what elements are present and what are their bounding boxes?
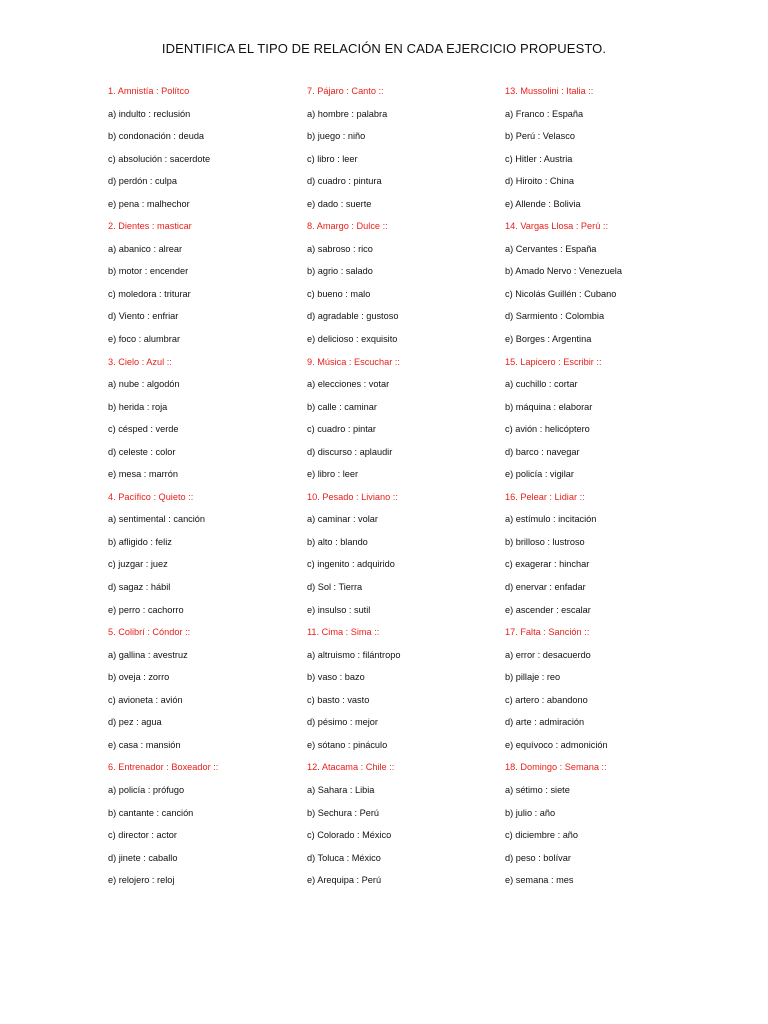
exercise-option: b) cantante : canción (108, 807, 194, 818)
exercise-option: a) sétimo : siete (505, 784, 570, 795)
exercise-header: 7. Pájaro : Canto :: (307, 86, 384, 96)
page-title: IDENTIFICA EL TIPO DE RELACIÓN EN CADA EJERCICIO PROPUESTO. (161, 41, 607, 56)
exercise-block (505, 761, 705, 896)
exercise-option: d) pez : agua (108, 717, 162, 728)
exercise-option: d) sagaz : hábil (108, 582, 171, 593)
exercise-header: 5. Colibrí : Cóndor :: (108, 627, 191, 638)
exercise-block (108, 491, 298, 626)
exercise-option: e) dado : suerte (307, 198, 372, 209)
exercise-header: 4. Pacífico : Quieto :: (108, 491, 194, 502)
exercise-option: d) Hiroito : China (505, 176, 574, 187)
exercise-block (505, 356, 705, 491)
exercise-header: 17. Falta : Sanción :: (505, 627, 590, 638)
exercise-option: b) Sechura : Perú (307, 807, 380, 818)
exercise-option: c) Nicolás Guillén : Cubano (505, 288, 617, 299)
exercise-option: d) arte : admiración (505, 717, 585, 728)
exercise-option: c) basto : vasto (307, 694, 370, 705)
exercise-option: a) estímulo : incitación (505, 514, 597, 525)
exercise-option: d) agradable : gustoso (307, 311, 399, 322)
exercise-column-3 (505, 85, 705, 897)
exercise-option: c) Hitler : Austria (505, 153, 573, 164)
exercise-option: e) casa : mansión (108, 739, 181, 750)
exercise-option: e) sótano : pináculo (307, 739, 388, 750)
exercise-option: e) insulso : sutil (307, 604, 371, 615)
exercise-option: d) celeste : color (108, 446, 176, 457)
exercise-option: b) Perú : Velasco (505, 131, 575, 142)
exercise-option: c) cuadro : pintar (307, 424, 376, 435)
exercise-option: e) mesa : marrón (108, 469, 178, 480)
exercise-option: d) Sarmiento : Colombia (505, 311, 605, 322)
exercise-header: 3. Cielo : Azul :: (108, 356, 172, 367)
exercise-header: 9. Música : Escuchar :: (307, 356, 400, 367)
exercise-option: c) Colorado : México (307, 830, 392, 841)
exercise-block (307, 85, 497, 220)
exercise-option: e) equívoco : admonición (505, 739, 608, 750)
exercise-option: a) cuchillo : cortar (505, 379, 578, 390)
exercise-block (108, 85, 298, 220)
exercise-header: 6. Entrenador : Boxeador :: (108, 762, 219, 773)
exercise-header: 18. Domingo : Semana :: (505, 762, 607, 773)
exercise-option: a) abanico : alrear (108, 243, 183, 254)
exercise-option: a) policía : prófugo (108, 784, 185, 795)
exercise-option: b) motor : encender (108, 266, 189, 277)
exercise-block (108, 761, 298, 896)
exercise-column-1 (108, 85, 298, 897)
exercise-header: 13. Mussolini : Italia :: (505, 86, 594, 96)
exercise-option: e) Allende : Bolivia (505, 198, 581, 209)
exercise-option: d) discurso : aplaudir (307, 446, 393, 457)
exercise-option: d) jinete : caballo (108, 852, 178, 863)
exercise-option: e) semana : mes (505, 875, 574, 886)
exercise-option: e) relojero : reloj (108, 875, 175, 886)
exercise-option: d) Sol : Tierra (307, 582, 363, 593)
exercise-option: a) sabroso : rico (307, 243, 373, 254)
exercise-option: b) pillaje : reo (505, 672, 561, 683)
exercise-option: b) alto : blando (307, 536, 368, 547)
exercise-option: a) caminar : volar (307, 514, 378, 525)
exercise-option: d) enervar : enfadar (505, 582, 586, 593)
exercise-header: 2. Dientes : masticar (108, 221, 192, 232)
exercise-option: a) sentimental : canción (108, 514, 206, 525)
exercise-option: e) perro : cachorro (108, 604, 184, 615)
exercise-option: c) ingenito : adquirido (307, 559, 395, 570)
exercise-option: d) pésimo : mejor (307, 717, 378, 728)
exercise-header: 11. Cima : Sima :: (307, 627, 380, 638)
exercise-option: e) delicioso : exquisito (307, 334, 398, 345)
exercise-option: a) nube : algodón (108, 379, 180, 390)
exercise-option: c) libro : leer (307, 153, 358, 164)
exercise-option: c) director : actor (108, 830, 177, 841)
exercise-option: d) Toluca : México (307, 852, 381, 863)
exercise-option: d) cuadro : pintura (307, 176, 382, 187)
exercise-option: c) diciembre : año (505, 830, 579, 841)
exercise-option: a) elecciones : votar (307, 379, 390, 390)
exercise-option: b) condonación : deuda (108, 131, 205, 142)
exercise-option: b) oveja : zorro (108, 672, 170, 683)
exercise-header: 1. Amnistía : Polítco (108, 86, 190, 96)
exercise-option: b) brilloso : lustroso (505, 536, 585, 547)
exercise-option: c) avioneta : avión (108, 694, 183, 705)
exercise-option: c) moledora : triturar (108, 288, 191, 299)
exercise-option: d) barco : navegar (505, 446, 580, 457)
exercise-header: 15. Lapicero : Escribir :: (505, 356, 602, 367)
exercise-option: a) Franco : España (505, 108, 584, 119)
exercise-block (307, 626, 497, 761)
exercise-option: e) foco : alumbrar (108, 334, 180, 345)
exercise-option: c) artero : abandono (505, 694, 588, 705)
exercise-option: c) absolución : sacerdote (108, 153, 211, 164)
exercise-option: e) ascender : escalar (505, 604, 591, 615)
exercise-block (307, 491, 497, 626)
exercise-option: e) Arequipa : Perú (307, 875, 382, 886)
exercise-option: d) peso : bolívar (505, 852, 571, 863)
exercise-option: a) Cervantes : España (505, 243, 597, 254)
exercise-option: e) policía : vigilar (505, 469, 574, 480)
exercise-option: b) afligido : feliz (108, 536, 172, 547)
exercise-block (108, 356, 298, 491)
exercise-option: b) julio : año (505, 807, 556, 818)
exercise-option: b) Amado Nervo : Venezuela (505, 266, 622, 277)
exercise-option: a) altruismo : filántropo (307, 649, 401, 660)
exercise-option: c) césped : verde (108, 424, 179, 435)
exercise-option: b) vaso : bazo (307, 672, 365, 683)
exercise-block (307, 761, 497, 896)
exercise-header: 14. Vargas Llosa : Perú :: (505, 221, 608, 232)
exercise-option: d) Viento : enfriar (108, 311, 179, 322)
exercise-block (108, 626, 298, 761)
exercise-option: b) máquina : elaborar (505, 401, 593, 412)
exercise-option: a) indulto : reclusión (108, 108, 191, 119)
exercise-header: 12. Atacama : Chile :: (307, 762, 395, 773)
exercise-option: c) bueno : malo (307, 288, 371, 299)
exercise-header: 16. Pelear : Lidiar :: (505, 491, 585, 502)
exercise-block (505, 491, 705, 626)
exercise-option: a) hombre : palabra (307, 108, 388, 119)
exercise-option: e) libro : leer (307, 469, 359, 480)
exercise-option: d) perdón : culpa (108, 176, 177, 187)
exercise-option: c) avión : helicóptero (505, 424, 590, 435)
exercise-option: c) exagerar : hinchar (505, 559, 590, 570)
exercise-block (505, 626, 705, 761)
exercise-option: b) agrio : salado (307, 266, 373, 277)
exercise-column-2 (307, 85, 497, 897)
exercise-block (505, 220, 705, 355)
exercise-block (307, 220, 497, 355)
exercise-option: a) error : desacuerdo (505, 649, 591, 660)
exercise-option: c) juzgar : juez (108, 559, 168, 570)
exercise-option: e) pena : malhechor (108, 198, 190, 209)
exercise-block (307, 356, 497, 491)
exercise-block (108, 220, 298, 355)
exercise-option: a) Sahara : Libia (307, 784, 375, 795)
exercise-option: a) gallina : avestruz (108, 649, 188, 660)
exercise-block (505, 85, 705, 220)
exercise-option: e) Borges : Argentina (505, 334, 592, 345)
exercise-option: b) juego : niño (307, 131, 366, 142)
exercise-option: b) herida : roja (108, 401, 168, 412)
exercise-header: 8. Amargo : Dulce :: (307, 221, 388, 232)
exercise-option: b) calle : caminar (307, 401, 377, 412)
exercise-header: 10. Pesado : Liviano :: (307, 491, 398, 502)
